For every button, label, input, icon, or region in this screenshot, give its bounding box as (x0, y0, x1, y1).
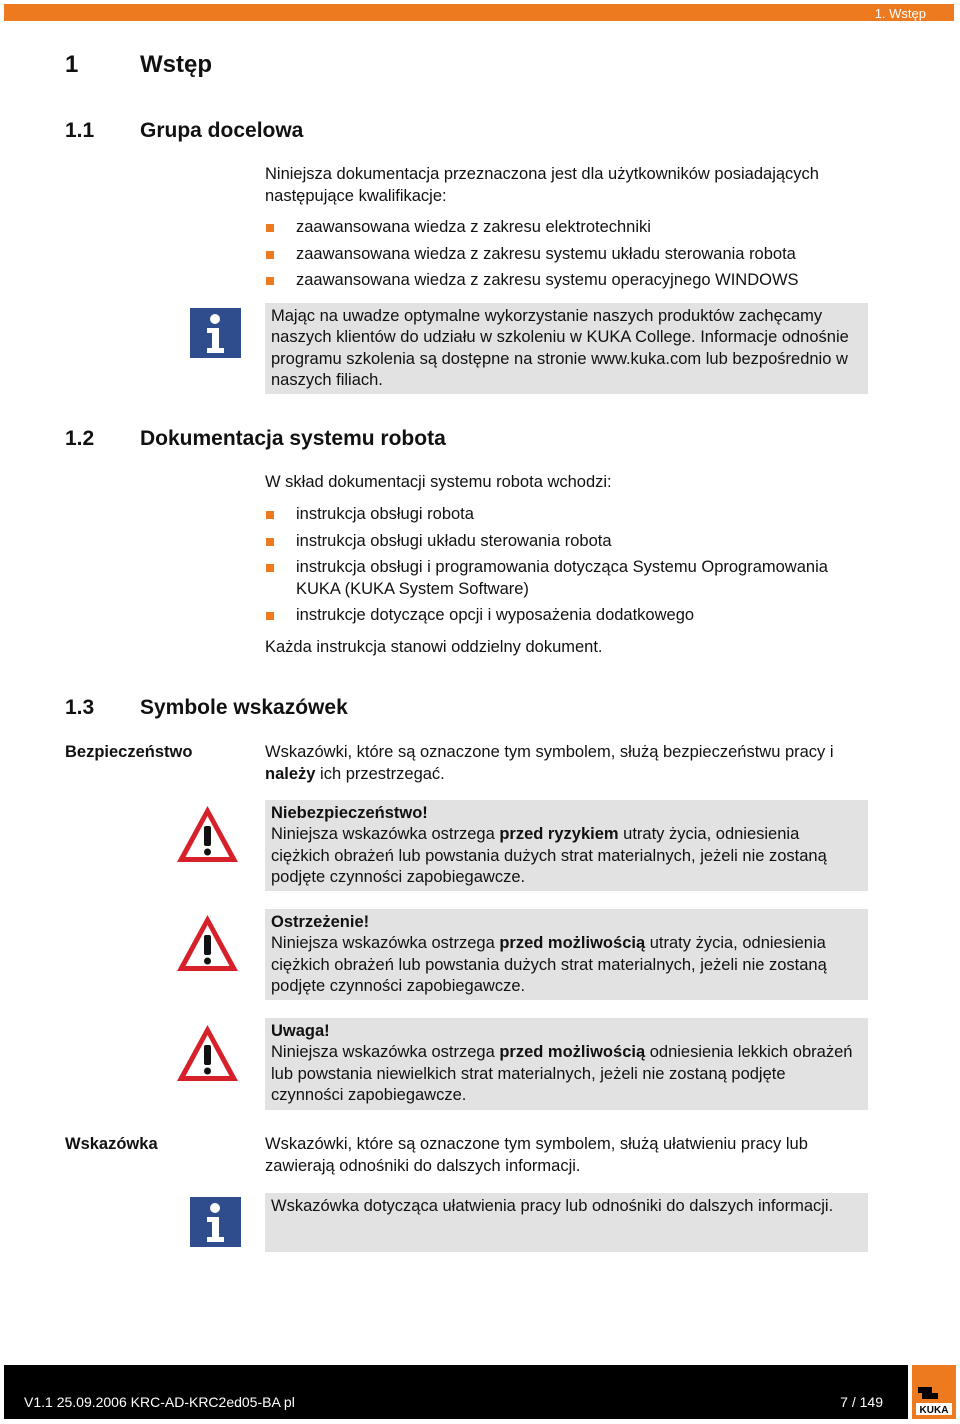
warning-triangle-icon (174, 1022, 241, 1084)
bullet-square-icon (266, 564, 274, 572)
chapter-title: Wstęp (140, 51, 212, 78)
running-title: 1. Wstęp (874, 6, 926, 21)
hint-box (265, 1193, 868, 1252)
bullet-square-icon (266, 224, 274, 232)
list-item: instrukcja obsługi i programowania dotycząca Systemu Oprogramowania KUKA (KUKA System Software) (265, 557, 875, 600)
list-item: instrukcja obsługi robota (265, 504, 875, 526)
side-label-hint: Wskazówka (65, 1135, 158, 1153)
kuka-logo (912, 1365, 956, 1419)
info-box-training (265, 303, 868, 394)
logo-text: KUKA (919, 1405, 949, 1416)
section-title: Grupa docelowa (140, 119, 304, 142)
info-text: Mając na uwadze optymalne wykorzystanie naszych produktów zachęcamy naszych klientów do udziału w szkoleniu w KUKA College. Informacje odnośnie programu szkolenia są dostępne na stronie www.kuka.com lub bezpośrednio w naszych filiach. (271, 307, 849, 389)
footer-page-number: 7 / 149 (840, 1394, 883, 1410)
bullet-square-icon (266, 251, 274, 259)
list-item: instrukcja obsługi układu sterowania robota (265, 531, 875, 553)
bullet-square-icon (266, 277, 274, 285)
danger-box (265, 800, 868, 891)
caution-text: Niniejsza wskazówka ostrzega przed możliwością odniesienia lekkich obrażeń lub powstania niewielkich strat materialnych, jeżeli nie zostaną podjęte czynności zapobiegawcze. (271, 1043, 853, 1104)
header-bar (4, 4, 954, 21)
section-heading-1-1 (65, 118, 303, 144)
bullet-list-qualifications (265, 217, 875, 297)
paragraph-intro-1-1: Niniejsza dokumentacja przeznaczona jest dla użytkowników posiadających następujące kwalifikacje: (265, 165, 819, 205)
caution-title: Uwaga! (271, 1022, 330, 1040)
chapter-heading (65, 52, 212, 78)
side-label-safety: Bezpieczeństwo (65, 743, 193, 761)
footer-doc-info: V1.1 25.09.2006 KRC-AD-KRC2ed05-BA pl (24, 1394, 295, 1410)
footer-bar (4, 1365, 908, 1419)
section-heading-1-2 (65, 426, 446, 452)
section-number: 1.2 (65, 427, 95, 450)
list-item: zaawansowana wiedza z zakresu systemu operacyjnego WINDOWS (265, 270, 875, 292)
danger-text: Niniejsza wskazówka ostrzega przed ryzykiem utraty życia, odniesienia ciężkich obrażeń lub powstania dużych strat materialnych, jeżeli nie zostaną podjęte czynności zapobiegawcze. (271, 825, 827, 886)
paragraph-hint: Wskazówki, które są oznaczone tym symbolem, służą ułatwieniu pracy lub zawierają odnośniki do dalszych informacji. (265, 1135, 808, 1175)
paragraph-outro-1-2: Każda instrukcja stanowi oddzielny dokument. (265, 638, 603, 656)
warning-box (265, 909, 868, 1000)
list-item: zaawansowana wiedza z zakresu systemu układu sterowania robota (265, 244, 875, 266)
paragraph-intro-1-2: W skład dokumentacji systemu robota wchodzi: (265, 473, 612, 491)
bullet-square-icon (266, 511, 274, 519)
section-number: 1.3 (65, 696, 95, 719)
section-title: Symbole wskazówek (140, 696, 348, 719)
list-item: instrukcje dotyczące opcji i wyposażenia dodatkowego (265, 605, 875, 627)
section-title: Dokumentacja systemu robota (140, 427, 446, 450)
section-number: 1.1 (65, 119, 95, 142)
caution-box (265, 1018, 868, 1110)
hint-box-text: Wskazówka dotycząca ułatwienia pracy lub odnośniki do dalszych informacji. (271, 1197, 834, 1215)
bullet-list-documentation (265, 504, 875, 632)
warning-triangle-icon (174, 803, 241, 865)
bullet-square-icon (266, 612, 274, 620)
warning-title: Ostrzeżenie! (271, 913, 370, 931)
info-icon (190, 1197, 241, 1247)
bullet-square-icon (266, 538, 274, 546)
list-item: zaawansowana wiedza z zakresu elektrotechniki (265, 217, 875, 239)
danger-title: Niebezpieczeństwo! (271, 804, 428, 822)
warning-text: Niniejsza wskazówka ostrzega przed możliwością utraty życia, odniesienia ciężkich obrażeń lub powstania dużych strat materialnych, jeżeli nie zostaną podjęte czynności zapobiegawcze. (271, 934, 827, 995)
paragraph-safety: Wskazówki, które są oznaczone tym symbolem, służą bezpieczeństwu pracy i należy ich przestrzegać. (265, 743, 834, 783)
chapter-number: 1 (65, 51, 79, 78)
info-icon (190, 308, 241, 358)
warning-triangle-icon (174, 912, 241, 974)
section-heading-1-3 (65, 695, 348, 721)
